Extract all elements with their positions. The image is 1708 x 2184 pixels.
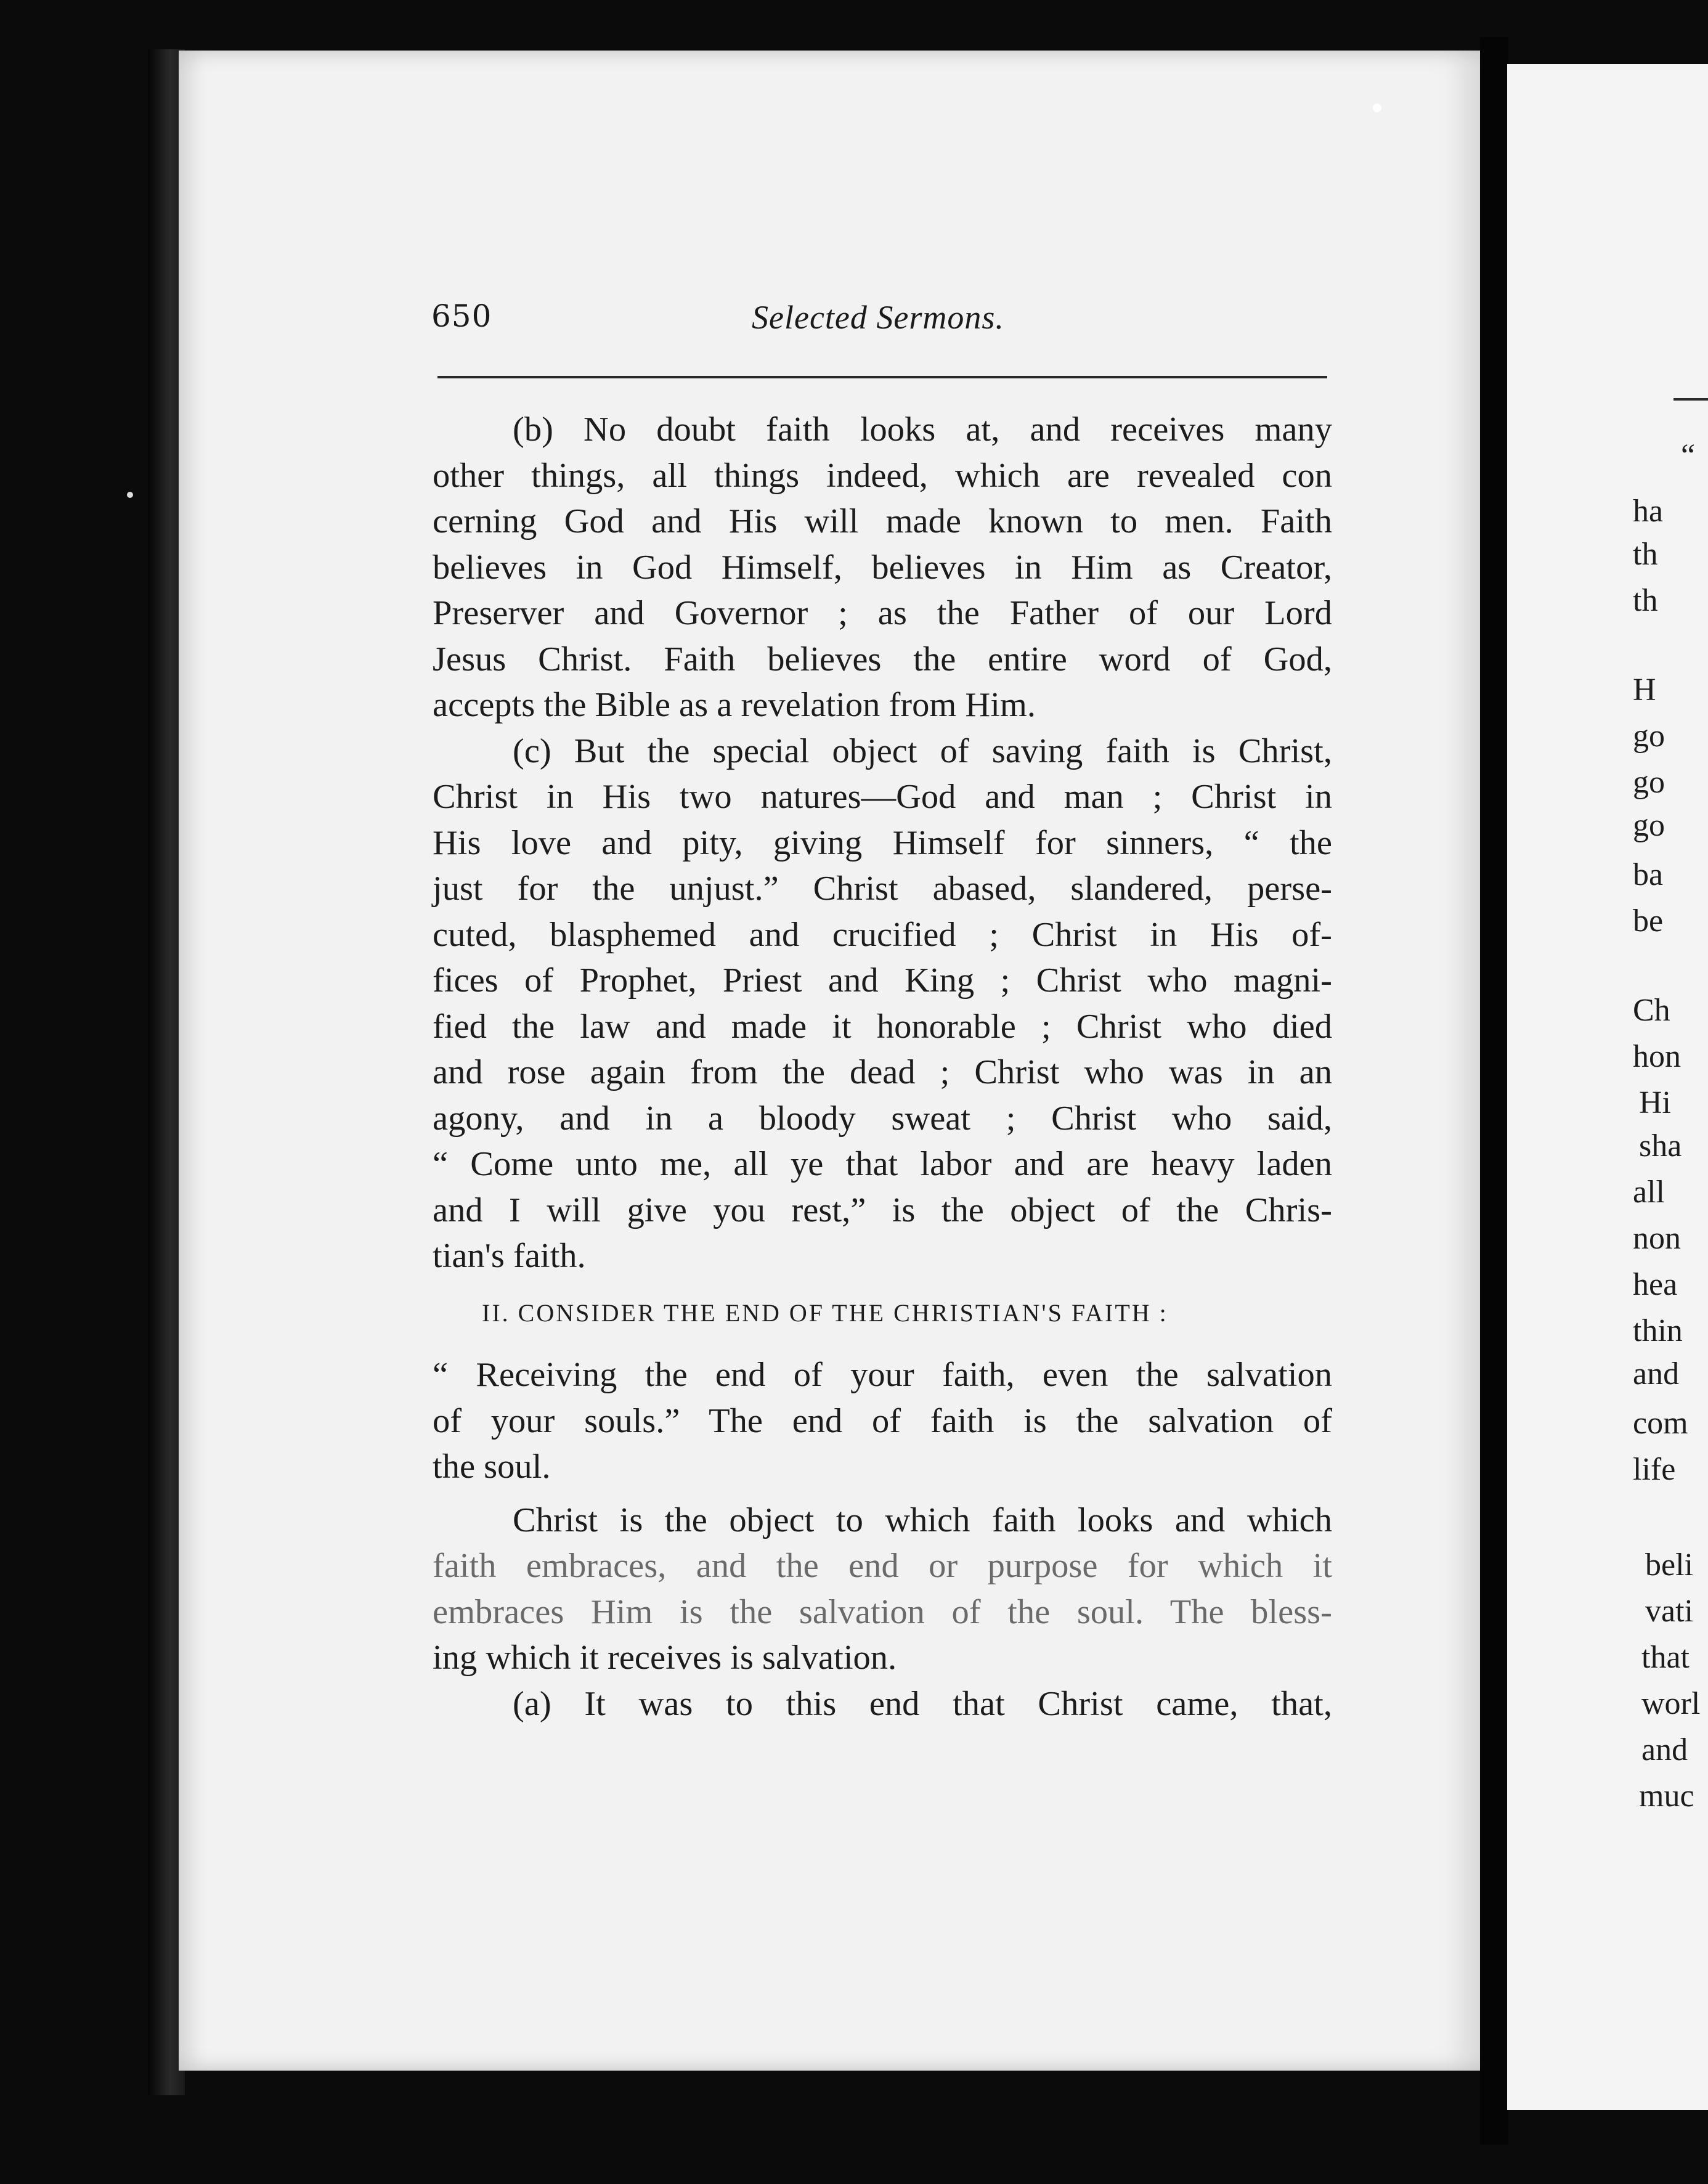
- facing-page-fragment: non: [1633, 1221, 1681, 1256]
- text-line: agony, and in a bloody sweat ; Christ who said,: [433, 1099, 1332, 1138]
- text-line: (c) But the special object of saving faith is Christ,: [513, 731, 1332, 770]
- facing-page-fragment: worl: [1641, 1686, 1701, 1721]
- text-line: believes in God Himself, believes in Him as Creator,: [433, 548, 1332, 587]
- text-line: “ Receiving the end of your faith, even the salvation: [433, 1356, 1332, 1394]
- facing-page-fragment: go: [1633, 765, 1665, 800]
- facing-page-fragment: and: [1633, 1356, 1680, 1391]
- facing-page-fragment: H: [1633, 672, 1656, 707]
- text-line: of your souls.” The end of faith is the salvation of: [433, 1401, 1332, 1440]
- facing-page-fragment: ha: [1633, 494, 1664, 529]
- facing-page-fragment: and: [1641, 1732, 1688, 1767]
- facing-page-fragment: sha: [1639, 1128, 1682, 1163]
- book-gutter: [1480, 37, 1508, 2145]
- text-line: and I will give you rest,” is the object of the Chris-: [433, 1191, 1332, 1229]
- facing-page-fragment: vati: [1645, 1594, 1693, 1629]
- facing-page-fragment: muc: [1639, 1779, 1694, 1814]
- facing-page-fragment: thin: [1633, 1313, 1683, 1348]
- text-line: faith embraces, and the end or purpose for which it: [433, 1547, 1332, 1585]
- text-line: fices of Prophet, Priest and King ; Christ who magni-: [433, 961, 1332, 1000]
- facing-page-rule: [1673, 398, 1708, 401]
- page-header: [431, 298, 1331, 348]
- text-line: ing which it receives is salvation.: [433, 1639, 897, 1677]
- section-heading: II. CONSIDER THE END OF THE CHRISTIAN'S FAITH :: [482, 1298, 1168, 1327]
- body-text: [433, 407, 1332, 1727]
- facing-page-fragment: that: [1641, 1640, 1690, 1675]
- text-line: Jesus Christ. Faith believes the entire word of God,: [433, 640, 1332, 678]
- facing-page-fragment: Hi: [1639, 1085, 1671, 1120]
- text-line: “ Come unto me, all ye that labor and are heavy laden: [433, 1145, 1332, 1183]
- facing-page-fragment: th: [1633, 583, 1658, 618]
- text-line: fied the law and made it honorable ; Christ who died: [433, 1007, 1332, 1046]
- text-line: (b) No doubt faith looks at, and receives many: [513, 410, 1332, 449]
- page-number: 650: [431, 298, 492, 334]
- facing-page-fragment: go: [1633, 719, 1665, 754]
- facing-page-fragment: be: [1633, 903, 1664, 939]
- facing-page-fragment: beli: [1645, 1547, 1693, 1583]
- facing-page-fragment: hon: [1633, 1039, 1681, 1074]
- text-line: just for the unjust.” Christ abased, slandered, perse-: [433, 870, 1332, 908]
- text-line: and rose again from the dead ; Christ who was in an: [433, 1053, 1332, 1091]
- text-line: the soul.: [433, 1448, 551, 1486]
- header-rule: [437, 376, 1327, 378]
- facing-page-fragment: “: [1681, 438, 1696, 473]
- text-line: Christ is the object to which faith looks and which: [513, 1501, 1332, 1539]
- facing-page-fragment: hea: [1633, 1267, 1678, 1302]
- facing-page-fragment: Ch: [1633, 993, 1670, 1028]
- scan-speck: [127, 492, 133, 498]
- text-line: accepts the Bible as a revelation from Him.: [433, 686, 1036, 724]
- facing-page-fragment: com: [1633, 1406, 1688, 1441]
- scan-speck: [1373, 104, 1381, 112]
- facing-page-fragment: all: [1633, 1175, 1665, 1210]
- text-line: Preserver and Governor ; as the Father of our Lord: [433, 594, 1332, 632]
- text-line: tian's faith.: [433, 1237, 586, 1275]
- facing-page-fragment: go: [1633, 808, 1665, 843]
- text-line: embraces Him is the salvation of the soul. The bless-: [433, 1592, 1332, 1631]
- text-line: His love and pity, giving Himself for sinners, “ the: [433, 823, 1332, 862]
- text-line: (a) It was to this end that Christ came, that,: [513, 1684, 1332, 1723]
- text-line: other things, all things indeed, which are revealed con: [433, 456, 1332, 495]
- text-line: cuted, blasphemed and crucified ; Christ in His of-: [433, 915, 1332, 954]
- text-line: cerning God and His will made known to men. Faith: [433, 502, 1332, 540]
- text-line: Christ in His two natures—God and man ; Christ in: [433, 778, 1332, 816]
- facing-page-fragment: ba: [1633, 857, 1664, 892]
- facing-page-fragment: th: [1633, 537, 1658, 572]
- facing-page-fragment: life: [1633, 1452, 1676, 1487]
- running-head: Selected Sermons.: [752, 299, 1004, 336]
